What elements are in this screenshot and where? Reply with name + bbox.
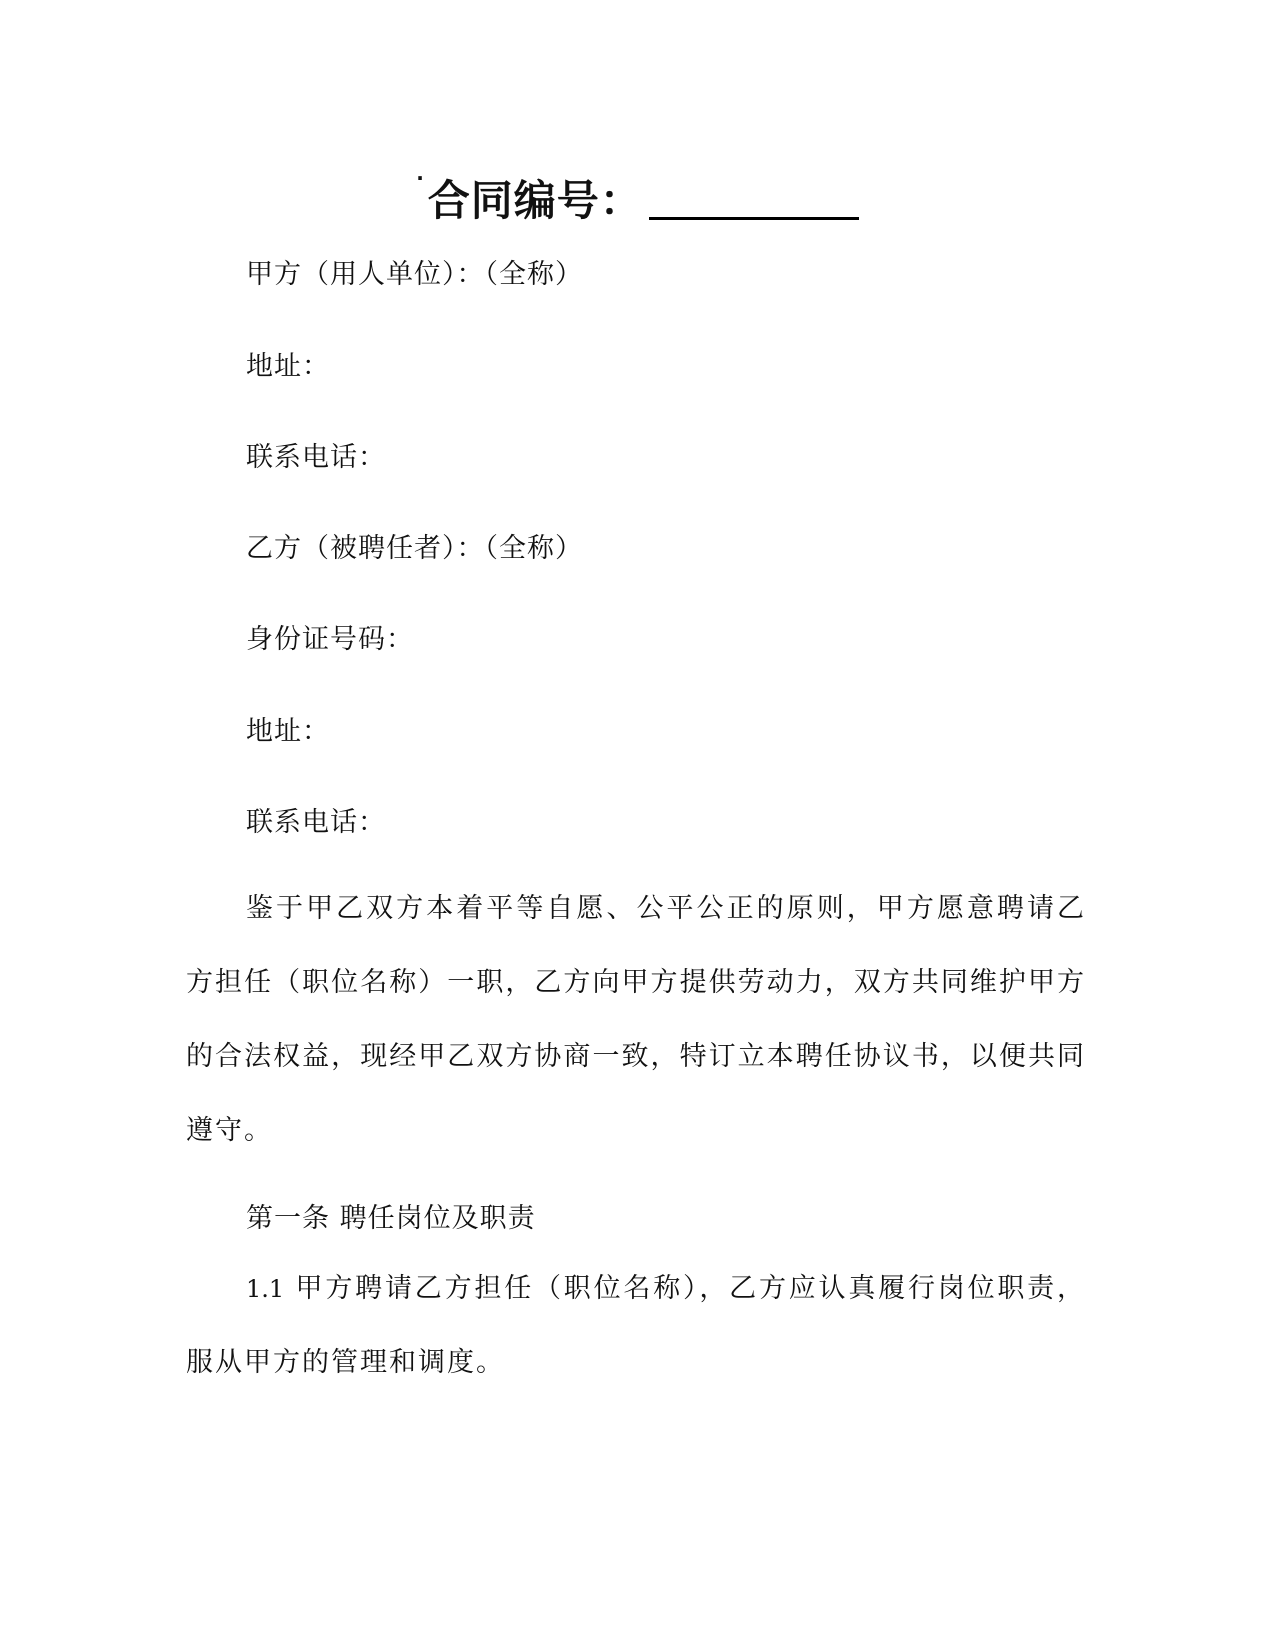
clause-1-1-paragraph — [186, 1252, 1086, 1400]
party-a-name-line: 甲方（用人单位）：（全称） — [246, 259, 583, 290]
article-1-heading: 第一条 聘任岗位及职责 — [246, 1203, 536, 1234]
party-b-id-line: 身份证号码： — [246, 624, 414, 655]
contract-number-heading — [0, 168, 1275, 228]
contract-number-label: 合同编号： — [427, 176, 643, 225]
contract-number-blank-line — [649, 177, 859, 220]
party-b-address-line: 地址： — [246, 716, 330, 747]
party-a-address-line: 地址： — [246, 351, 330, 382]
title-dot-mark: · — [416, 166, 424, 190]
clause-1-1-text: 甲方聘请乙方担任（职位名称），乙方应认真履行岗位职责，服从甲方的管理和调度。 — [186, 1273, 1086, 1378]
party-b-phone-line: 联系电话： — [246, 807, 386, 838]
party-b-name-line: 乙方（被聘任者）：（全称） — [246, 533, 583, 564]
party-a-phone-line: 联系电话： — [246, 442, 386, 473]
clause-1-1-number: 1.1 — [246, 1275, 285, 1303]
preamble-paragraph: 鉴于甲乙双方本着平等自愿、公平公正的原则，甲方愿意聘请乙方担任（职位名称）一职，乙方向甲方提供劳动力，双方共同维护甲方的合法权益，现经甲乙双方协商一致，特订立本聘任协议书，以便共同遵守。 — [186, 893, 1086, 1146]
